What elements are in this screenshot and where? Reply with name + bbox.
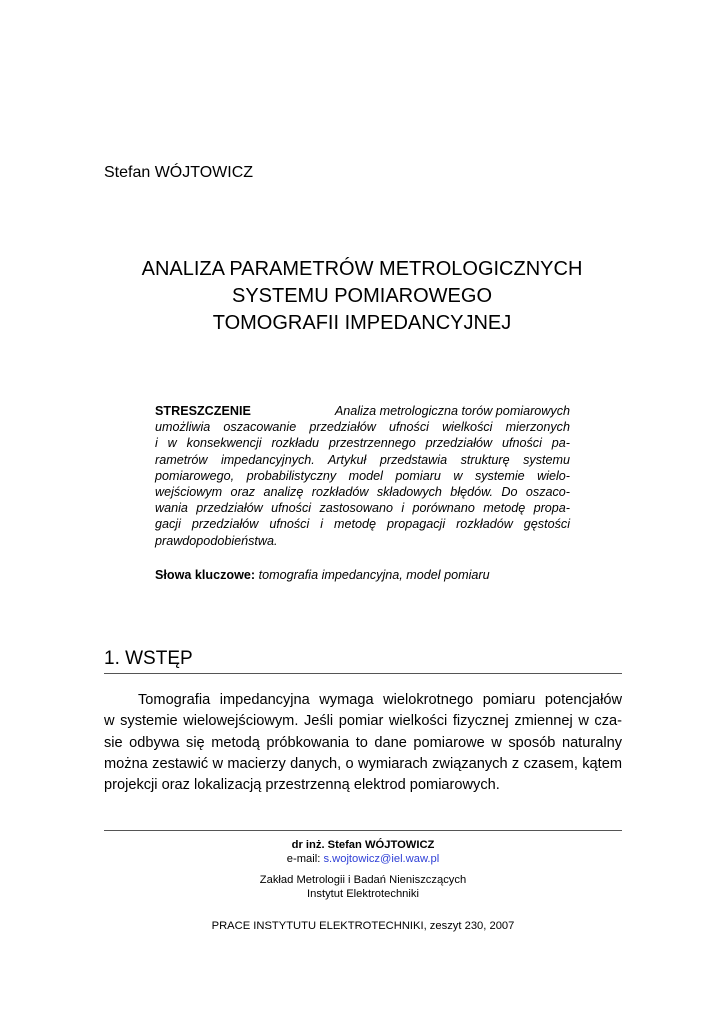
section-heading: 1. WSTĘP — [104, 648, 193, 669]
abstract-line: wania przedziałów ufności zastosowano i porównano metodę propa- — [155, 501, 570, 516]
section-underline — [104, 673, 622, 674]
email-label: e-mail: — [286, 853, 321, 865]
footer-department: Zakład Metrologii i Badań Nieniszczących — [259, 874, 467, 886]
abstract-label: STRESZCZENIE — [155, 404, 251, 418]
abstract-line: prawdopodobieństwa. — [155, 533, 278, 548]
footnote-separator — [104, 830, 622, 831]
abstract-line: umożliwia oszacowanie przedziałów ufności wielkości mierzonych — [155, 420, 570, 435]
body-line: Tomografia impedancyjna wymaga wielokrotnego pomiaru potencjałów — [138, 692, 622, 708]
keywords-value: tomografia impedancyjna, model pomiaru — [258, 568, 490, 582]
abstract-line: pomiarowego, probabilistyczny model pomiaru w systemie wielo- — [155, 468, 570, 483]
body-line: sie odbywa się metodą próbkowania to dane pomiarowe w sposób naturalny — [104, 734, 622, 751]
footer-institute: Instytut Elektrotechniki — [307, 888, 419, 900]
title-line: SYSTEMU POMIAROWEGO — [231, 285, 493, 307]
abstract-header — [155, 403, 570, 419]
email-link[interactable]: s.wojtowicz@iel.waw.pl — [323, 853, 440, 865]
abstract-line: wejściowym oraz analizę rozkładów składowych błędów. Do oszaco- — [155, 484, 570, 499]
keywords — [155, 568, 490, 582]
abstract-first-line: Analiza metrologiczna torów pomiarowych — [334, 404, 570, 418]
keywords-label: Słowa kluczowe: — [155, 568, 256, 582]
body-line: można zestawić w macierzy danych, o wymiarach związanych z czasem, kątem — [104, 755, 622, 772]
footer-author: dr inż. Stefan WÓJTOWICZ — [291, 839, 435, 851]
journal-citation: PRACE INSTYTUTU ELEKTROTECHNIKI, zeszyt 230, 2007 — [211, 920, 515, 932]
footer-email-line — [104, 852, 622, 866]
abstract-line: i w konsekwencji rozkładu przestrzennego przedziałów ufności pa- — [155, 436, 570, 451]
body-line: w systemie wielowejściowym. Jeśli pomiar wielkości fizycznej zmiennej w cza- — [104, 713, 622, 730]
abstract-line: gacji przedziałów ufności i metodę propagacji rozkładów gęstości — [155, 517, 570, 532]
title-line: TOMOGRAFII IMPEDANCYJNEJ — [212, 312, 512, 334]
section-body — [104, 690, 622, 796]
body-line: projekcji oraz lokalizacją przestrzenną elektrod pomiarowych. — [104, 777, 500, 794]
paper-title — [60, 256, 664, 337]
author-name: Stefan WÓJTOWICZ — [104, 164, 254, 181]
abstract — [155, 403, 570, 549]
abstract-line: rametrów impedancyjnych. Artykuł przedstawia strukturę systemu — [155, 452, 570, 467]
title-line: ANALIZA PARAMETRÓW METROLOGICZNYCH — [141, 258, 583, 280]
